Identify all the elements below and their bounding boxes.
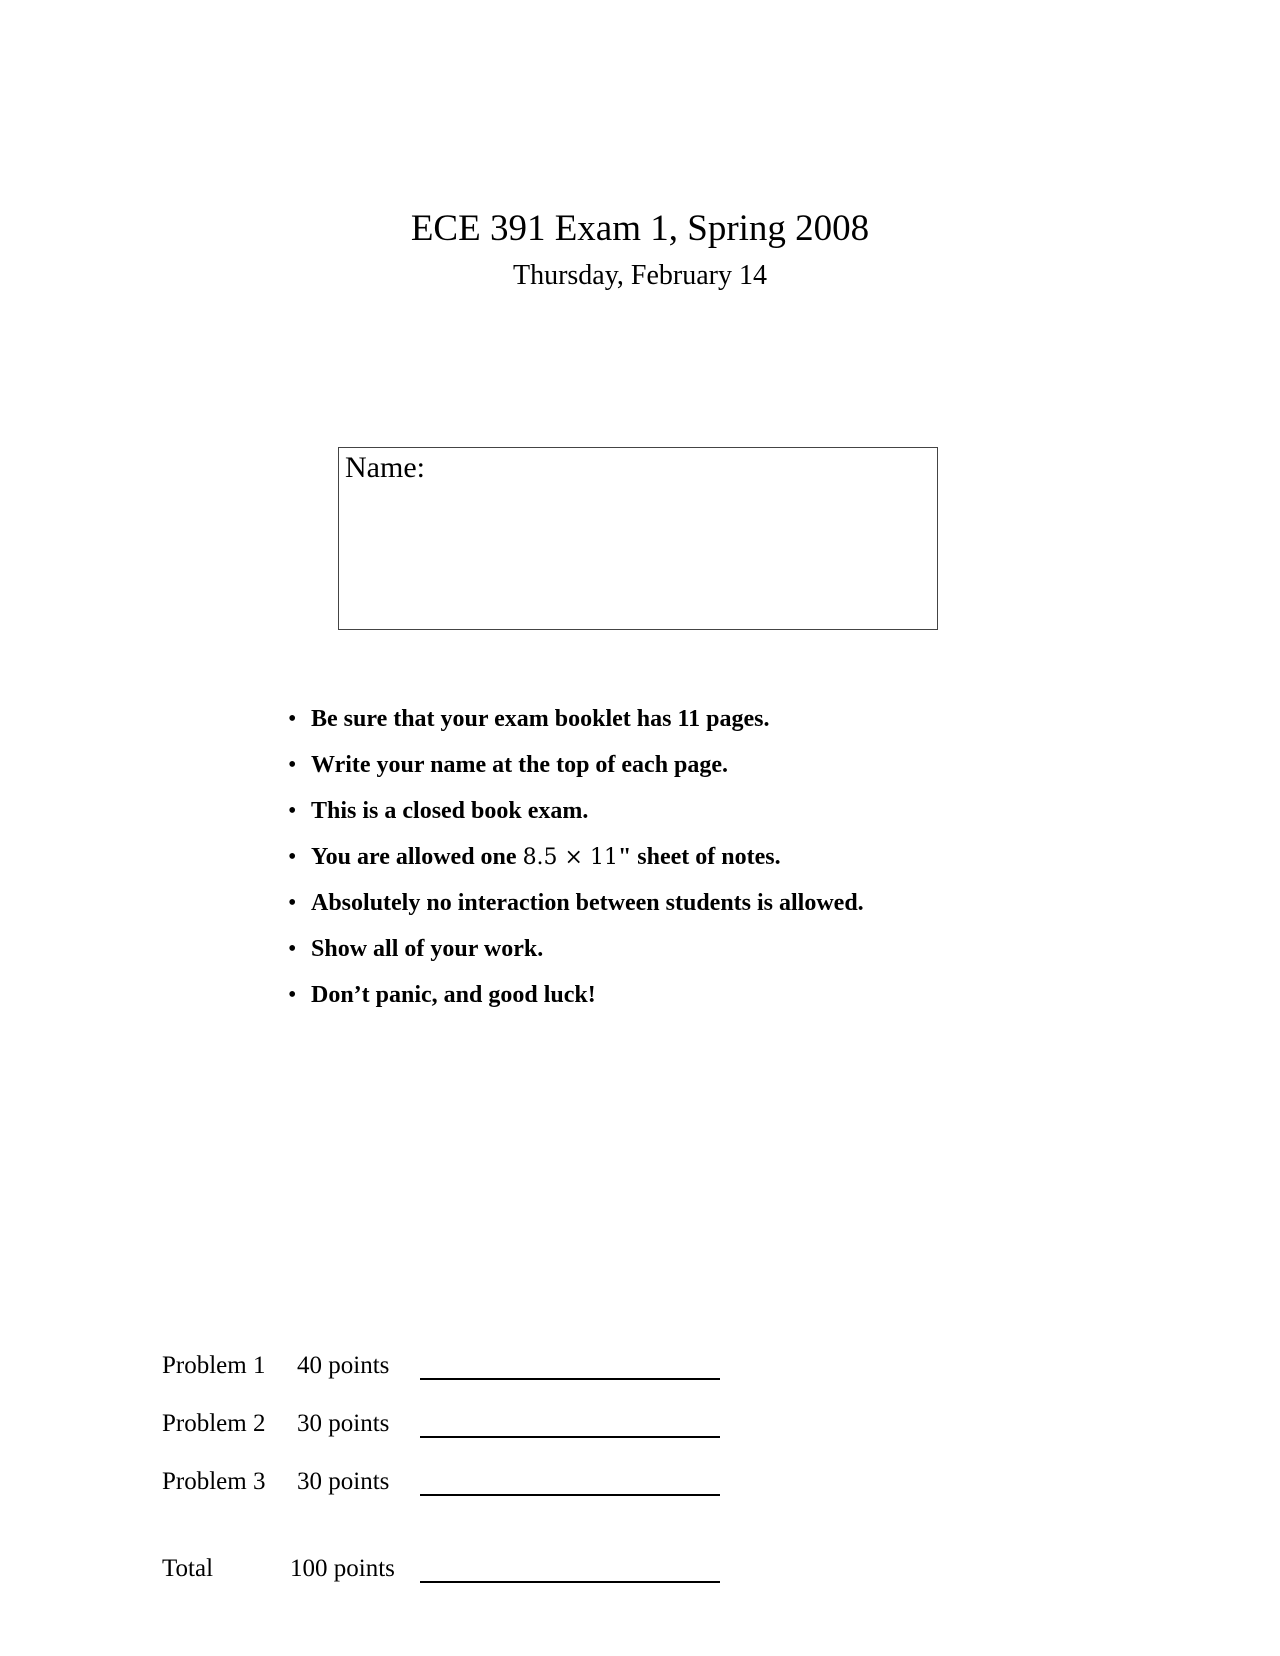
page-title: ECE 391 Exam 1, Spring 2008: [410, 208, 870, 249]
score-row-problem-3: [162, 1462, 762, 1502]
instruction-text: Be sure that your exam booklet has 11 pages.: [311, 706, 770, 732]
instruction-text: Absolutely no interaction between students is allowed.: [311, 890, 864, 916]
score-row-problem-2: [162, 1404, 762, 1444]
instruction-item: [288, 976, 864, 1022]
exam-date: Thursday, February 14: [512, 260, 767, 291]
instruction-item: [288, 838, 864, 884]
bullet-icon: •: [288, 844, 297, 870]
total-label: Total: [162, 1555, 214, 1582]
total-points-label: 100 points: [290, 1555, 395, 1582]
problem-label: Problem 2: [162, 1410, 266, 1437]
bullet-icon: •: [288, 982, 297, 1008]
sheet-size-math: 8.5 × 11: [522, 845, 618, 870]
points-label: 40 points: [297, 1352, 390, 1379]
instruction-item: [288, 792, 864, 838]
instruction-text: This is a closed book exam.: [311, 798, 589, 824]
name-label: Name:: [345, 451, 425, 484]
problem-label: Problem 3: [162, 1468, 266, 1495]
score-row-total: [162, 1549, 762, 1589]
points-label: 30 points: [297, 1468, 390, 1495]
instruction-item: [288, 700, 864, 746]
instruction-text-before: You are allowed one: [311, 844, 523, 870]
name-field[interactable]: [338, 447, 938, 630]
instructions-list: [288, 700, 864, 1022]
problem-label: Problem 1: [162, 1352, 266, 1379]
bullet-icon: •: [288, 752, 297, 778]
score-blank-line[interactable]: [420, 1581, 720, 1583]
bullet-icon: •: [288, 798, 297, 824]
instruction-text: Write your name at the top of each page.: [311, 752, 729, 778]
instruction-text: Show all of your work.: [311, 936, 544, 962]
instruction-text-after: " sheet of notes.: [617, 844, 781, 870]
score-blank-line[interactable]: [420, 1436, 720, 1438]
instruction-item: [288, 930, 864, 976]
score-row-problem-1: [162, 1346, 762, 1386]
instruction-text: Don’t panic, and good luck!: [311, 982, 596, 1008]
instruction-item: [288, 746, 864, 792]
bullet-icon: •: [288, 890, 297, 916]
score-blank-line[interactable]: [420, 1494, 720, 1496]
instruction-item: [288, 884, 864, 930]
score-blank-line[interactable]: [420, 1378, 720, 1380]
bullet-icon: •: [288, 936, 297, 962]
points-label: 30 points: [297, 1410, 390, 1437]
bullet-icon: •: [288, 706, 297, 732]
